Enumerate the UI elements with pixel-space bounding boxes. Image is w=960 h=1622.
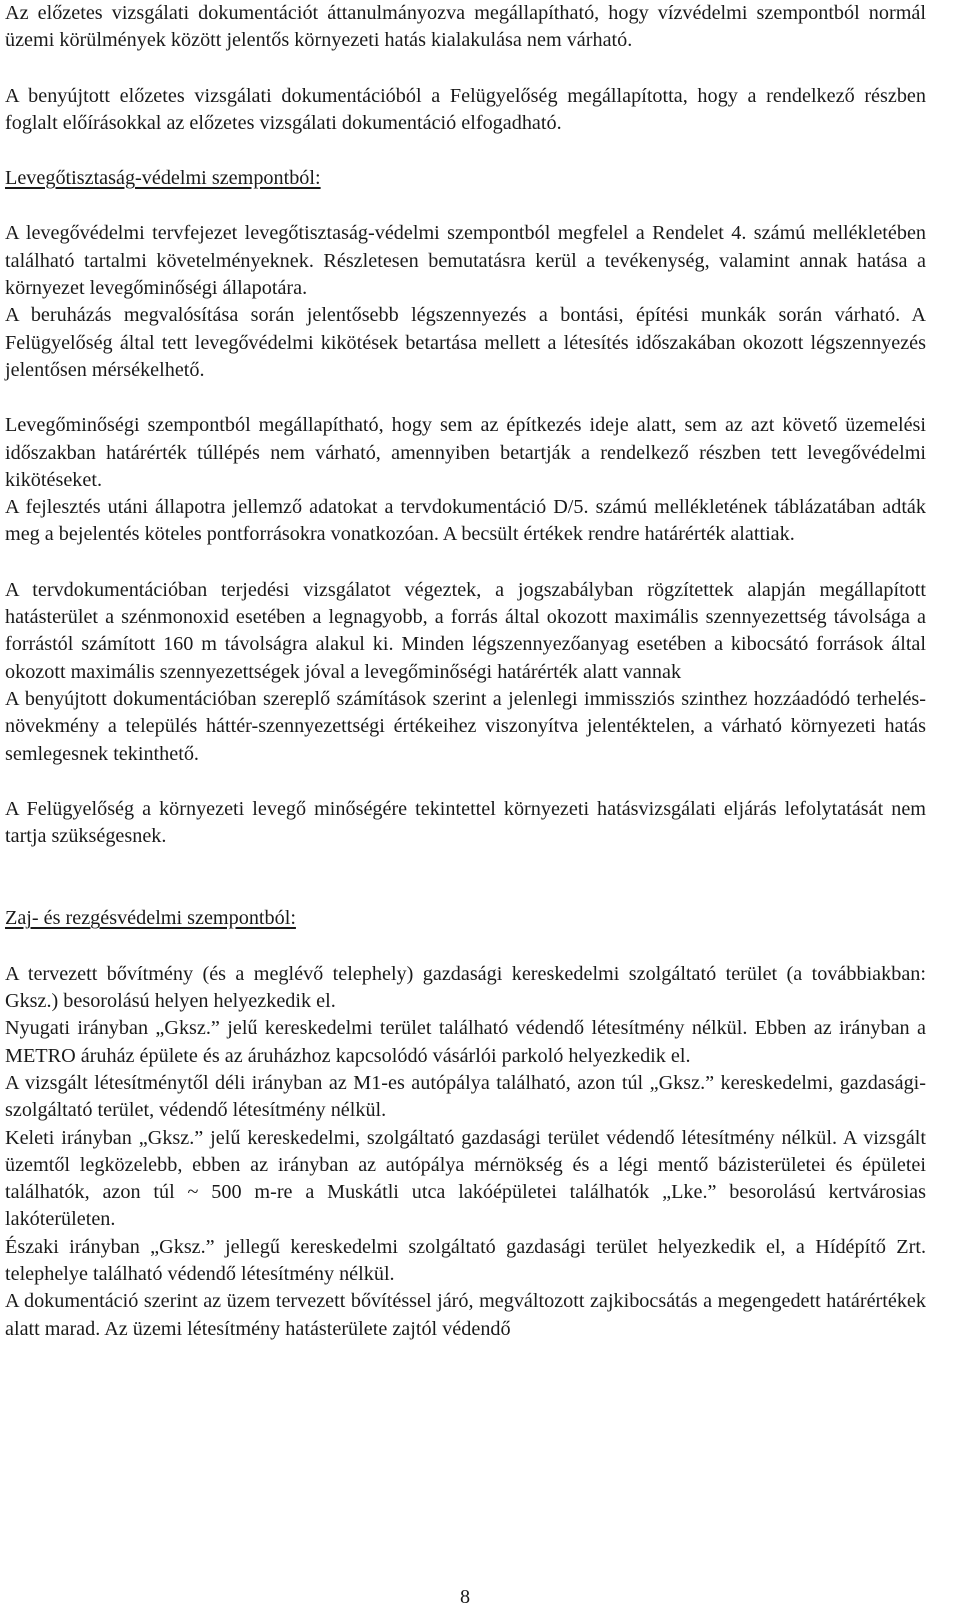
heading-noise-vibration-text: Zaj- és rezgésvédelmi szempontból: [5, 907, 296, 930]
paragraph-noise-emission: A dokumentáció szerint az üzem tervezett bővítéssel járó, megváltozott zajkibocsátás a megengedett határértékek alatt marad. Az üzemi létesítmény hatásterülete zajtól védendő [5, 1290, 926, 1340]
heading-air-quality-text: Levegőtisztaság-védelmi szempontból: [5, 167, 321, 190]
heading-air-quality [5, 165, 926, 192]
paragraph-south-direction: A vizsgált létesítménytől déli irányban az M1-es autópálya található, azon túl „Gksz.” kereskedelmi, gazdasági-szolgáltató terület, védendő létesítmény nélkül. [5, 1071, 926, 1122]
page-number: 8 [459, 1586, 471, 1608]
paragraph-construction-pollution: A beruházás megvalósítása során jelentősebb légszennyezés a bontási, építési munkák során várható. A Felügyelőség által tett levegővédelmi kikötések betartása mellett a létesítés időszakában okozott légszennyezés jelentősen mérsékelhető. [5, 304, 926, 381]
paragraph-west-direction: Nyugati irányban „Gksz.” jelű kereskedelmi terület található védendő létesítmény nélkül. Ebben az irányban a METRO áruház épülete és az áruházhoz kapcsolódó vásárlói parkoló helyezkedik el. [5, 1017, 926, 1067]
paragraph-east-direction: Keleti irányban „Gksz.” jelű kereskedelmi, szolgáltató gazdasági terület védendő létesítmény nélkül. A vizsgált üzemtől legközelebb, ebben az irányban az autópálya mérnökség és a légi mentő bázisterületei és épületei találhatók, azon túl ~ 500 m-re a Muskátli utca lakóépületei találhatók „Lke.” besorolású kertvárosias lakóterületen. [5, 1126, 926, 1231]
paragraph-development-data: A fejlesztés utáni állapotra jellemző adatokat a tervdokumentáció D/5. számú mellékletének táblázatában adták meg a bejelentés köteles pontforrásokra vonatkozóan. A becsült értékek rendre határérték alattiak. [5, 496, 926, 546]
paragraph-calculations: A benyújtott dokumentációban szereplő számítások szerint a jelenlegi immissziós szinthez hozzáadódó terhelés-növekmény a település háttér-szennyezettségi értékeihez viszonyítva jelentéktelen, a várható környezeti hatás semlegesnek tekinthető. [5, 687, 926, 765]
paragraph-water-protection: Az előzetes vizsgálati dokumentációt áttanulmányozva megállapítható, hogy vízvédelmi szempontból normál üzemi körülmények között jelentős környezeti hatás kialakulása nem várható. [5, 2, 926, 52]
paragraph-dispersion-study: A tervdokumentációban terjedési vizsgálatot végeztek, a jogszabályban rögzítettek alapján megállapított hatásterület a szénmonoxid esetében a legnagyobb, a forrás által okozott maximális szennyezettség távolsága a forrástól számított 160 m távolságra alakul ki. Minden légszennyezőanyag esetében a kibocsátó források által okozott maximális szennyezettségek jóval a levegőminőségi határérték alatt vannak [5, 578, 926, 683]
paragraph-air-chapter: A levegővédelmi tervfejezet levegőtisztaság-védelmi szempontból megfelel a Rendelet 4. számú mellékletében található tartalmi követelményeknek. Részletesen bemutatásra kerül a tevékenység, valamint annak hatása a környezet levegőminőségi állapotára. [5, 222, 926, 300]
paragraph-north-direction: Északi irányban „Gksz.” jellegű kereskedelmi szolgáltató gazdasági terület helyezkedik el, a Hídépítő Zrt. telephelye található védendő létesítmény nélkül. [5, 1235, 926, 1285]
paragraph-air-quality-limit: Levegőminőségi szempontból megállapítható, hogy sem az építkezés ideje alatt, sem az azt követő üzemelési időszakban határérték túllépés nem várható, amennyiben betartják a rendelkező részben tett levegővédelmi kikötéseket. [5, 414, 926, 491]
paragraph-documentation-accepted: A benyújtott előzetes vizsgálati dokumentációból a Felügyelőség megállapította, hogy a rendelkező részben foglalt előírásokkal az előzetes vizsgálati dokumentáció elfogadható. [5, 84, 926, 134]
paragraph-air-conclusion: A Felügyelőség a környezeti levegő minőségére tekintettel környezeti hatásvizsgálati eljárás lefolytatását nem tartja szükségesnek. [5, 797, 926, 848]
heading-noise-vibration [5, 905, 926, 932]
paragraph-planned-extension: A tervezett bővítmény (és a meglévő telephely) gazdasági kereskedelmi szolgáltató terület (a továbbiakban: Gksz.) besorolású helyen helyezkedik el. [5, 962, 926, 1013]
